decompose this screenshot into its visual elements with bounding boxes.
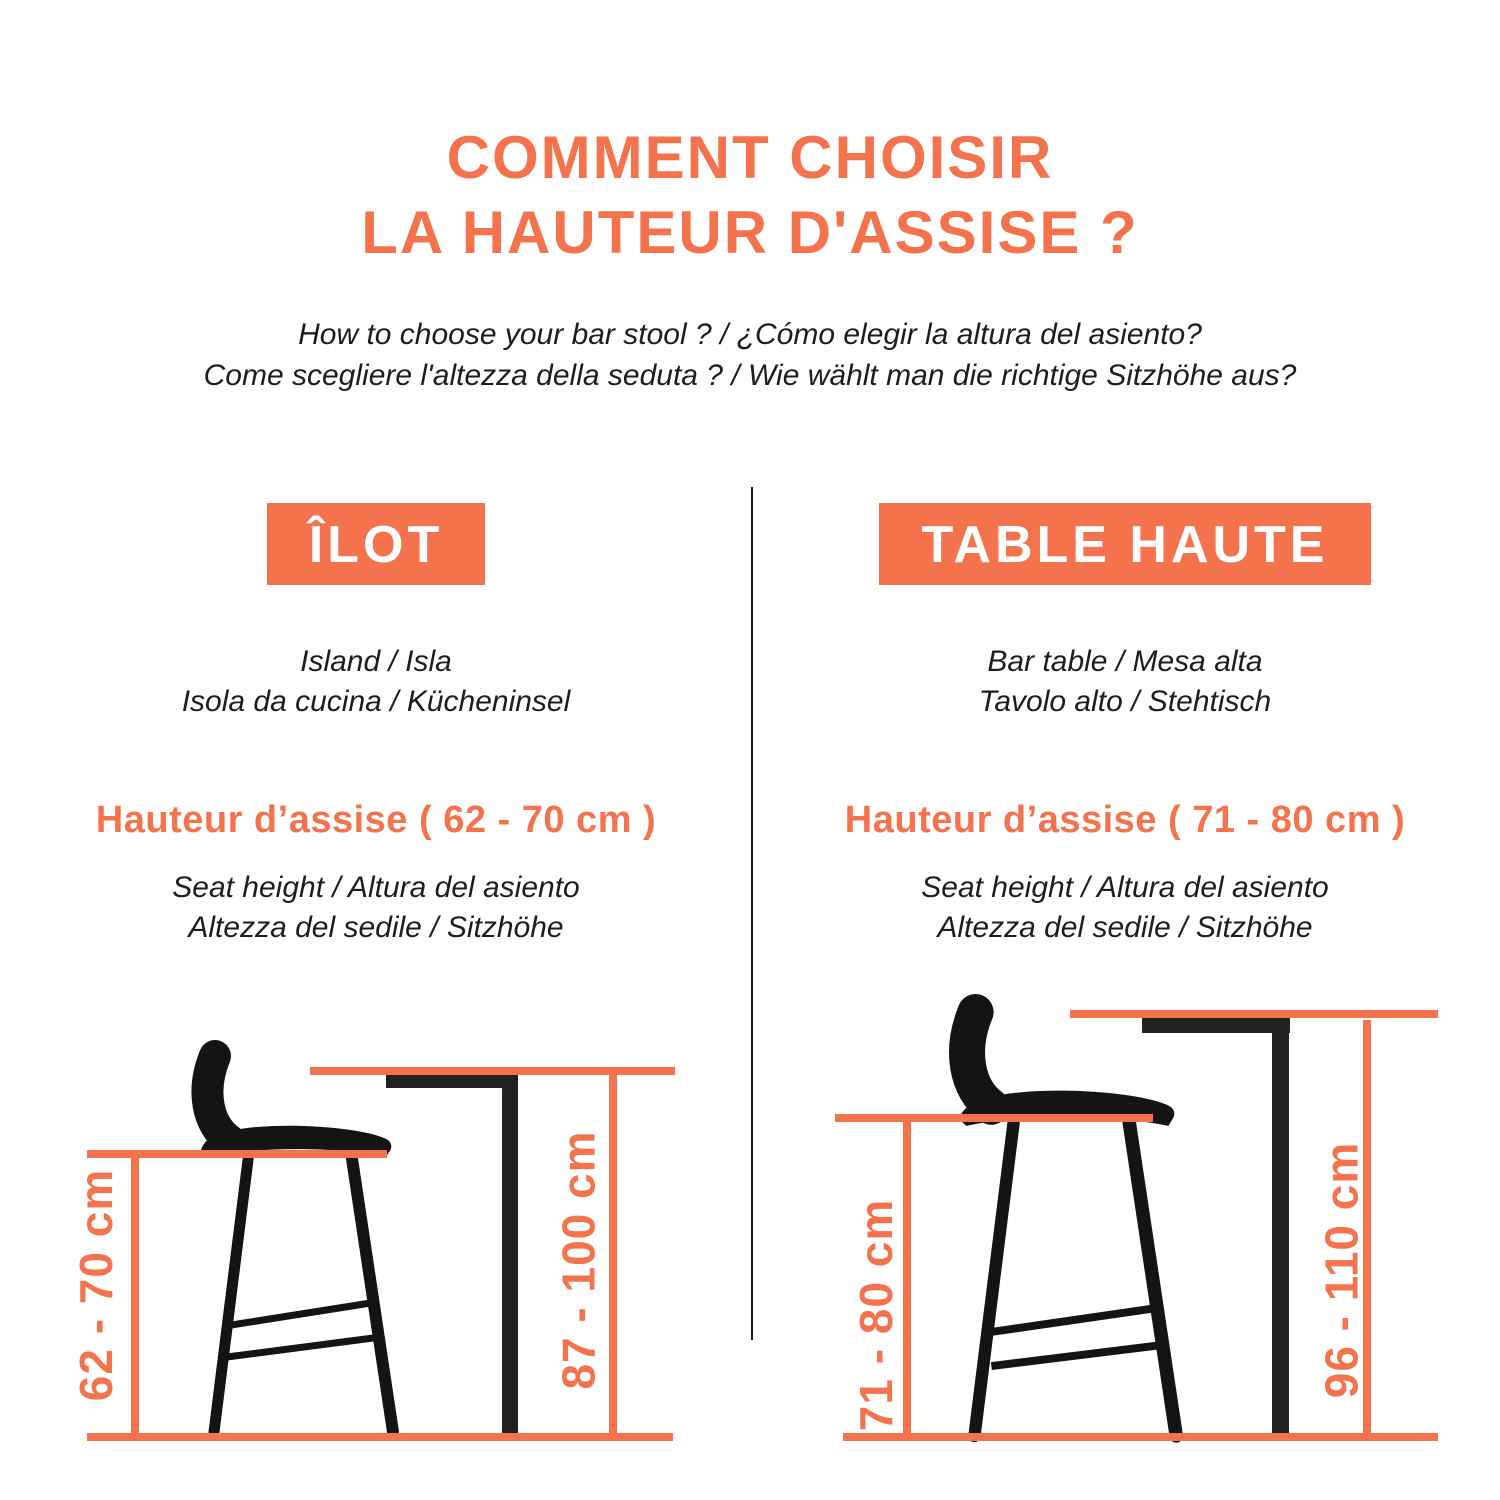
page-title-line-1: COMMENT CHOISIR (446, 124, 1054, 192)
ilot-seat-height-translations-line-1: Seat height / Altura del asiento (172, 871, 580, 904)
table-haute-seat-level-line (835, 1114, 1153, 1122)
page-title (0, 120, 1500, 270)
table-haute-bar-stool-icon (919, 994, 1190, 1445)
ilot-badge: ÎLOT (267, 503, 485, 585)
ilot-seat-height-title: Hauteur d’assise ( 62 - 70 cm ) (95, 798, 657, 841)
ilot-seat-height-translations (0, 868, 752, 948)
ilot-seat-height-translations-line-2: Altezza del sedile / Sitzhöhe (188, 911, 564, 944)
table-haute-translations-line-1: Bar table / Mesa alta (987, 645, 1263, 678)
page-title-line-2: LA HAUTEUR D'ASSISE ? (361, 199, 1139, 267)
table-haute-badge: TABLE HAUTE (879, 503, 1370, 585)
table-haute-seat-height-title: Hauteur d’assise ( 71 - 80 cm ) (844, 798, 1406, 841)
table-haute-seat-height-translations (750, 868, 1500, 948)
table-haute-stool-dimension-label: 71 - 80 cm (850, 1198, 903, 1432)
table-haute-seat-height-translations-line-2: Altezza del sedile / Sitzhöhe (937, 911, 1313, 944)
ilot-translations (0, 642, 752, 722)
page-subtitle (0, 314, 1500, 396)
page-subtitle-line-2: Come scegliere l'altezza della seduta ? / Wie wählt man die richtige Sitzhöhe aus? (203, 359, 1297, 392)
table-haute-tabletop-line (1070, 1010, 1438, 1018)
table-haute-seat-height-translations-line-1: Seat height / Altura del asiento (921, 871, 1329, 904)
page-subtitle-line-1: How to choose your bar stool ? / ¿Cómo elegir la altura del asiento? (298, 318, 1202, 351)
ilot-table-leg (502, 1074, 518, 1433)
ilot-table-dimension-label: 87 - 100 cm (553, 1130, 605, 1390)
ilot-floor-line (87, 1433, 673, 1441)
ilot-translations-line-1: Island / Isla (300, 645, 452, 678)
ilot-badge-row (0, 503, 752, 585)
table-haute-badge-row (750, 503, 1500, 585)
table-haute-table-dimension-label: 96 - 110 cm (1315, 1141, 1367, 1399)
ilot-tabletop-line (310, 1067, 675, 1075)
table-haute-translations (750, 642, 1500, 722)
ilot-bar-stool-icon (165, 1040, 405, 1440)
table-haute-table-leg (1272, 1018, 1289, 1433)
ilot-translations-line-2: Isola da cucina / Kücheninsel (181, 685, 571, 718)
table-haute-translations-line-2: Tavolo alto / Stehtisch (978, 685, 1272, 718)
ilot-stool-dimension-label: 62 - 70 cm (70, 1168, 123, 1402)
ilot-table-leg-top-bar (386, 1074, 516, 1088)
table-haute-floor-line (843, 1433, 1438, 1441)
